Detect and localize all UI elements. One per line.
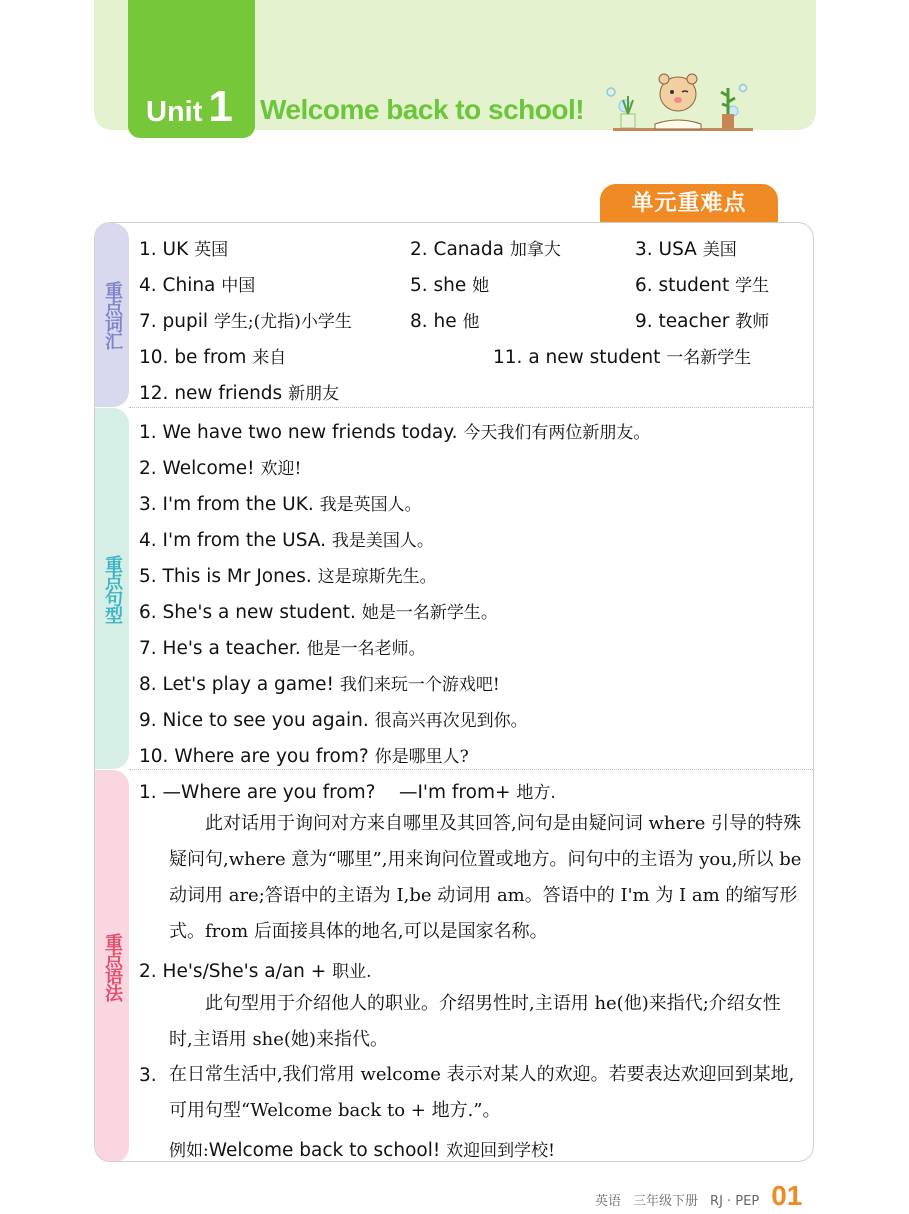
grammar-explanation: 此句型用于介绍他人的职业。介绍男性时,主语用 he(他)来指代;介绍女性时,主语用 she(她)来指代。: [169, 993, 781, 1050]
footer-edition: RJ · PEP: [710, 1194, 760, 1209]
sentence-item: 2. Welcome! 欢迎!: [139, 458, 302, 479]
grammar-heading-number: 3.: [139, 1065, 157, 1086]
vocab-item: 11. a new student 一名新学生: [493, 347, 752, 368]
vocab-item: 5. she 她: [410, 275, 490, 296]
vocab-label: 重点词汇: [102, 281, 123, 349]
vocab-item: 3. USA 美国: [635, 239, 737, 260]
grammar-section: [95, 770, 813, 1162]
sentence-item: 1. We have two new friends today. 今天我们有两位新朋友。: [139, 422, 651, 443]
vocab-item: 10. be from 来自: [139, 347, 287, 368]
vocab-item: 7. pupil 学生;(尤指)小学生: [139, 311, 352, 332]
unit-number: 1: [208, 82, 233, 131]
footer-subject: 英语: [595, 1194, 622, 1209]
sentences-label: 重点句型: [102, 554, 123, 623]
grammar-example: 例如:Welcome back to school! 欢迎回到学校!: [169, 1140, 555, 1161]
page-number: 01: [771, 1180, 803, 1211]
key-points-panel: [94, 222, 814, 1162]
sentence-item: 5. This is Mr Jones. 这是琼斯先生。: [139, 566, 437, 587]
sentences-side-label: [95, 408, 129, 769]
vocab-section: [95, 223, 813, 407]
sentences-section: [95, 408, 813, 769]
vocab-side-label: [95, 223, 129, 407]
unit-key-points-badge: 单元重难点: [600, 184, 778, 224]
sentence-item: 10. Where are you from? 你是哪里人?: [139, 746, 469, 767]
sentence-item: 6. She's a new student. 她是一名新学生。: [139, 602, 498, 623]
grammar-side-label: [95, 770, 129, 1162]
unit-title: Welcome back to school!: [260, 94, 585, 125]
footer-grade: 三年级下册: [633, 1194, 699, 1209]
sentence-item: 3. I'm from the UK. 我是英国人。: [139, 494, 422, 515]
vocab-item: 2. Canada 加拿大: [410, 239, 561, 260]
grammar-label: 重点语法: [102, 932, 123, 1001]
bear-reading-illustration-icon: [603, 66, 753, 132]
vocab-item: 9. teacher 教师: [635, 311, 770, 332]
vocab-item: 12. new friends 新朋友: [139, 383, 340, 404]
page-footer: [595, 1180, 802, 1212]
grammar-heading: 1. —Where are you from? —I'm from+ 地方.: [139, 782, 556, 803]
vocab-item: 6. student 学生: [635, 275, 770, 296]
unit-label: [146, 82, 233, 132]
grammar-heading: 2. He's/She's a/an + 职业.: [139, 961, 372, 982]
vocab-item: 1. UK 英国: [139, 239, 229, 260]
unit-word: Unit: [146, 96, 203, 128]
sentence-item: 9. Nice to see you again. 很高兴再次见到你。: [139, 710, 528, 731]
vocab-item: 8. he 他: [410, 311, 480, 332]
sentence-item: 8. Let's play a game! 我们来玩一个游戏吧!: [139, 674, 500, 695]
sentence-item: 4. I'm from the USA. 我是美国人。: [139, 530, 434, 551]
vocab-item: 4. China 中国: [139, 275, 256, 296]
grammar-explanation: 此对话用于询问对方来自哪里及其回答,问句是由疑问词 where 引导的特殊疑问句,where 意为“哪里”,用来询问位置或地方。问句中的主语为 you,所以 be 动词用 are;答语中的主语为 I,be 动词用 am。答语中的 I'm 为 I am 的缩写形式。from 后面接具体的地名,可以是国家名称。: [169, 813, 802, 942]
grammar-explanation: 在日常生活中,我们常用 welcome 表示对某人的欢迎。若要表达欢迎回到某地,可用句型“Welcome back to + 地方.”。: [169, 1064, 795, 1121]
sentence-item: 7. He's a teacher. 他是一名老师。: [139, 638, 426, 659]
